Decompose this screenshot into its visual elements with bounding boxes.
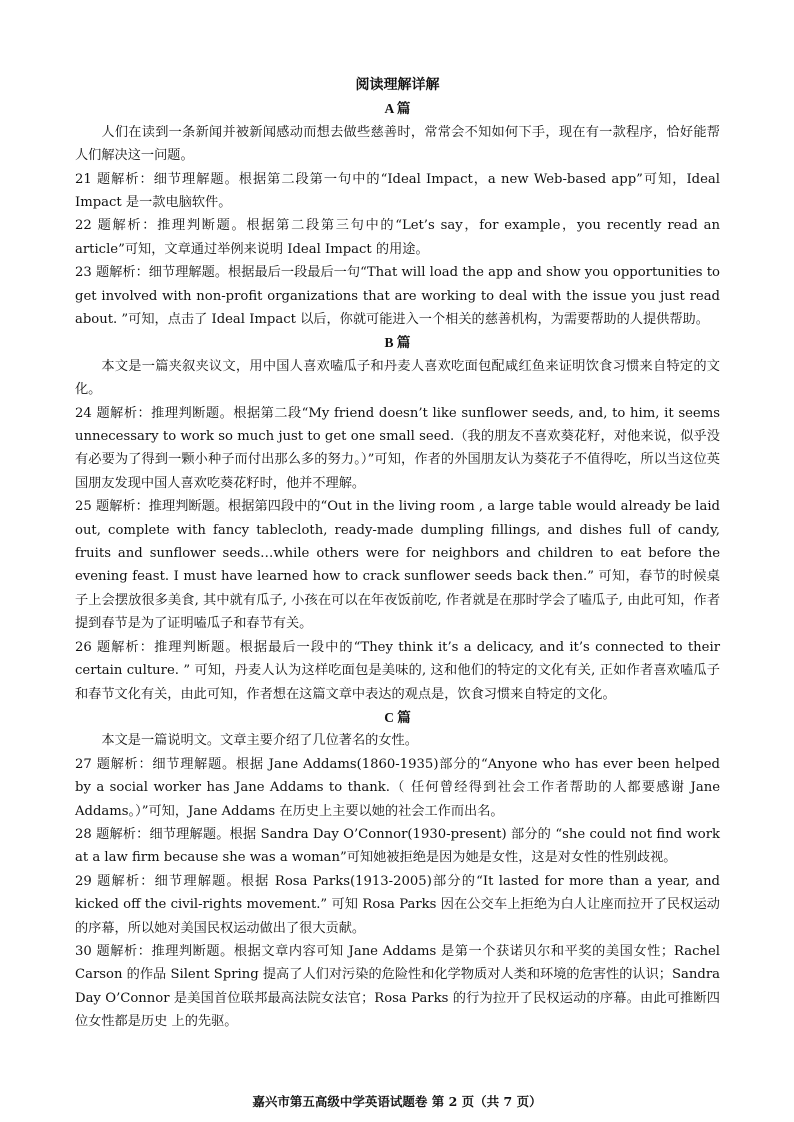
section-a-intro: 人们在读到一条新闻并被新闻感动而想去做些慈善时，常常会不知如何下手，现在有一款程序，恰好能帮人们解决这一问题。 bbox=[75, 124, 720, 164]
section-b-heading: B 篇 bbox=[384, 335, 411, 351]
answer-28: 28 题解析：细节理解题。根据 Sandra Day O’Connor(1930-present) 部分的 “she could not find work at a law firm because she was a woman”可知她被拒绝是因为她是女性，这是对女性的性别歧视。 bbox=[75, 826, 720, 866]
answer-22: 22 题解析：推理判断题。根据第二段第三句中的“Let’s say，for example，you recently read an article”可知，文章通过举例来说明 Ideal Impact 的用途。 bbox=[75, 218, 720, 257]
answer-23: 23 题解析：细节理解题。根据最后一段最后一句“That will load the app and show you opportunities to get involved with non-profit organizations that are working to deal with the issue you just read about. ”可知，点击了 Ideal Impact 以后，你就可能进入一个相关的慈善机构，为需要帮助的人提供帮助。 bbox=[75, 265, 720, 328]
answer-24: 24 题解析：推理判断题。根据第二段“My friend doesn’t like sunflower seeds, and, to him, it seems unnecessary to work so much just to get one small seed.（我的朋友不喜欢葵花籽，对他来说，似乎没有必要为了得到一颗小种子而付出那么多的努力。）”可知，作者的外国朋友认为葵花子不值得吃，所以当这位英国朋友发现中国人喜欢吃葵花籽时，他并不理解。 bbox=[75, 405, 720, 491]
document-body bbox=[75, 74, 720, 1034]
section-c-heading: C 篇 bbox=[384, 709, 411, 725]
answer-29: 29 题解析：细节理解题。根据 Rosa Parks(1913-2005)部分的“It lasted for more than a year, and kicked off the civil-rights movement.” 可知 Rosa Parks 因在公交车上拒绝为白人让座而拉开了民权运动的序幕，所以她对美国民权运动做出了很大贡献。 bbox=[75, 873, 720, 936]
page-title: 阅读理解详解 bbox=[355, 77, 440, 93]
answer-30: 30 题解析：推理判断题。根据文章内容可知 Jane Addams 是第一个获诺贝尔和平奖的美国女性；Rachel Carson 的作品 Silent Spring 提高了人们对污染的危险性和化学物质对人类和环境的危害性的认识；Sandra Day O’Connor 是美国首位联邦最高法院女法官；Rosa Parks 的行为拉开了民权运动的序幕。由此可推断四位女性都是历史 上的先驱。 bbox=[75, 943, 720, 1030]
section-b-intro: 本文是一篇夹叙夹议文，用中国人喜欢嗑瓜子和丹麦人喜欢吃面包配咸红鱼来证明饮食习惯来自特定的文化。 bbox=[75, 358, 720, 398]
answer-26: 26 题解析：推理判断题。根据最后一段中的“They think it’s a delicacy, and it’s connected to their certain culture. ” 可知，丹麦人认为这样吃面包是美味的, 这和他们的特定的文化有关, 正如作者喜欢嗑瓜子和春节文化有关，由此可知，作者想在这篇文章中表达的观点是，饮食习惯来自特定的文化。 bbox=[75, 639, 720, 702]
answer-21: 21 题解析：细节理解题。根据第二段第一句中的“Ideal Impact，a new Web-based app”可知，Ideal Impact 是一款电脑软件。 bbox=[75, 171, 720, 210]
answer-25: 25 题解析：推理判断题。根据第四段中的“Out in the living room , a large table would already be laid out, complete with fancy tablecloth, ready-made dumpling fillings, and dishes full of candy, fruits and sunflower seeds…while others were for neighbors and children to eat before the evening feast. I must have learned how to crack sunflower seeds back then.” 可知，春节的时候桌子上会摆放很多美食, 其中就有瓜子, 小孩在可以在年夜饭前吃, 作者就是在那时学会了嗑瓜子, 由此可知，作者提到春节是为了证明嗑瓜子和春节有关。 bbox=[75, 499, 720, 632]
section-c-intro: 本文是一篇说明文。文章主要介绍了几位著名的女性。 bbox=[101, 733, 418, 749]
page-footer: 嘉兴市第五高级中学英语试题卷 第 2 页（共 7 页） bbox=[252, 1094, 542, 1109]
answer-27: 27 题解析：细节理解题。根据 Jane Addams(1860-1935)部分的“Anyone who has ever been helped by a social worker has Jane Addams to thank.（ 任何曾经得到社会工作者帮助的人都要感谢 Jane Addams。）”可知，Jane Addams 在历史上主要以她的社会工作而出名。 bbox=[75, 756, 720, 819]
section-a-heading: A 篇 bbox=[384, 101, 411, 117]
